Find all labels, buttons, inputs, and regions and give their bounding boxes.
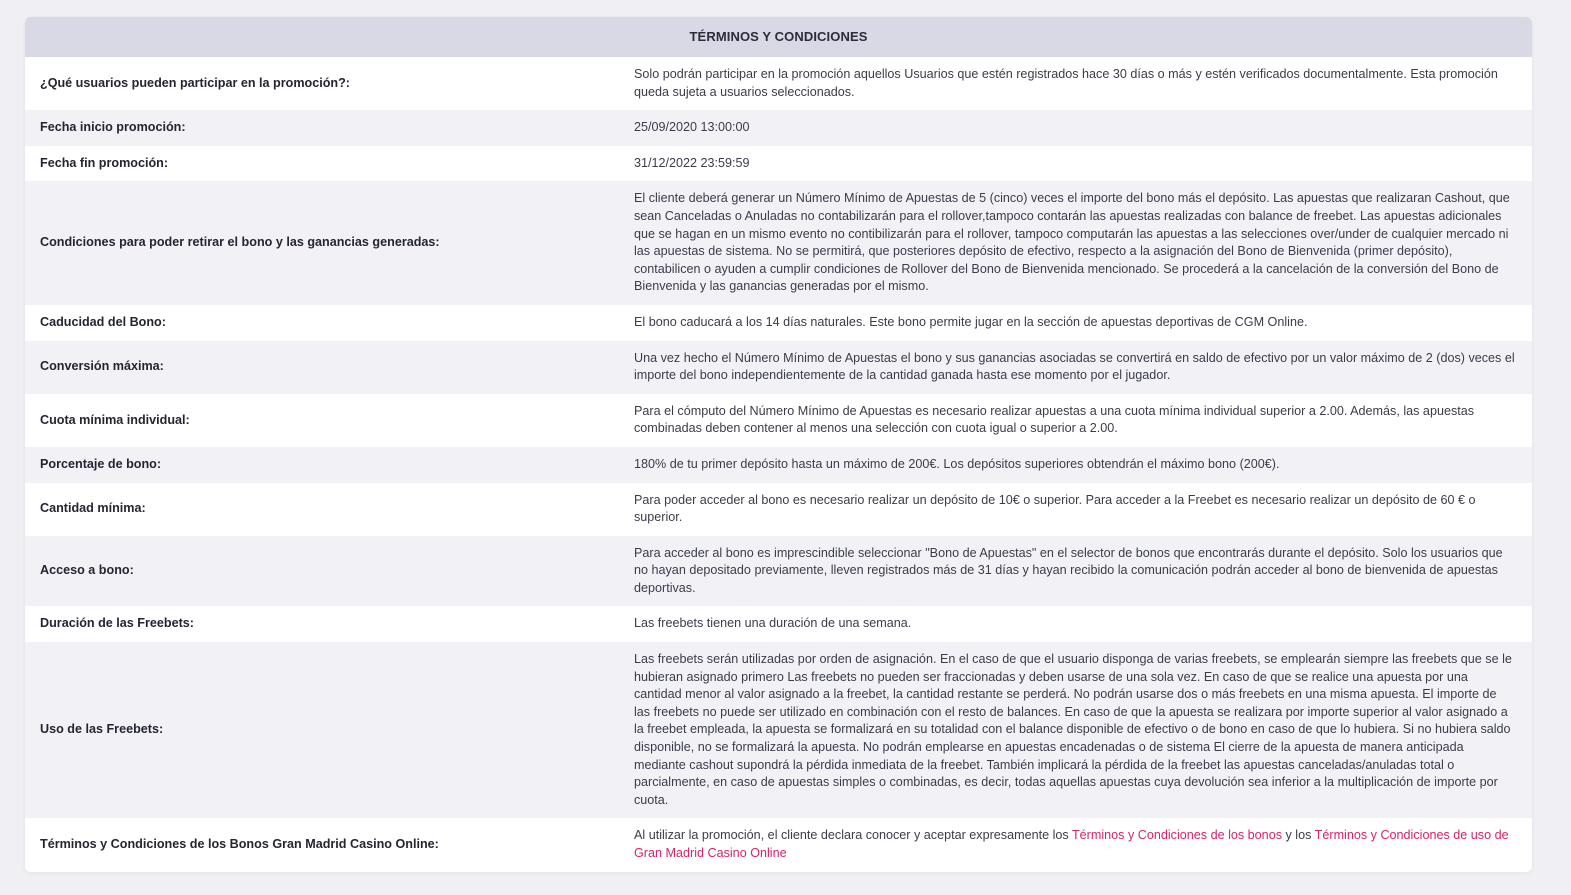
table-row <box>25 110 1532 146</box>
terms-table <box>25 57 1532 872</box>
row-label-min-amount: Cantidad mínima: <box>25 483 618 536</box>
row-label-freebet-duration: Duración de las Freebets: <box>25 606 618 642</box>
table-row <box>25 536 1532 607</box>
row-label-bonus-terms: Términos y Condiciones de los Bonos Gran Madrid Casino Online: <box>25 818 618 871</box>
row-value-start-date: 25/09/2020 13:00:00 <box>618 110 1532 146</box>
table-row <box>25 341 1532 394</box>
row-value-bonus-percentage: 180% de tu primer depósito hasta un máximo de 200€. Los depósitos superiores obtendrán el máximo bono (200€). <box>618 447 1532 483</box>
table-row <box>25 394 1532 447</box>
bonus-terms-text-2: y los <box>1282 828 1315 843</box>
table-row <box>25 642 1532 818</box>
row-label-max-conversion: Conversión máxima: <box>25 341 618 394</box>
row-value-bonus-terms <box>618 818 1532 871</box>
row-label-expiry: Caducidad del Bono: <box>25 305 618 341</box>
row-label-min-odds: Cuota mínima individual: <box>25 394 618 447</box>
row-value-max-conversion: Una vez hecho el Número Mínimo de Apuestas el bono y sus ganancias asociadas se convertirá en saldo de efectivo por un valor máximo de 2 (dos) veces el importe del bono independientemente de la cantidad ganada hasta ese momento por el jugador. <box>618 341 1532 394</box>
table-row <box>25 606 1532 642</box>
row-value-participants: Solo podrán participar en la promoción aquellos Usuarios que estén registrados hace 30 días o más y estén verificados documentalmente. Esta promoción queda sujeta a usuarios seleccionados. <box>618 57 1532 110</box>
bonus-terms-text-1: Al utilizar la promoción, el cliente declara conocer y aceptar expresamente los <box>634 828 1072 843</box>
row-value-withdraw-conditions: El cliente deberá generar un Número Mínimo de Apuestas de 5 (cinco) veces el importe del bono más el depósito. Las apuestas que realizaran Cashout, que sean Canceladas o Anuladas no contabilizarán para el rollover,tampoco contarán las apuestas realizadas con balance de freebet. Las apuestas adicionales que se hagan en un mismo evento no contibilizarán para el rollover, tampoco computarán las apuestas a las selecciones over/under de cualquier mercado ni las apuestas de sistema. No se permitirá, que posteriores depósito de efectivo, respecto a la asignación del Bono de Bienvenida (primer depósito), contabilicen o ayuden a cumplir condiciones de Rollover del Bono de Bienvenida mencionado. Se procederá a la cancelación de la conversión del Bono de Bienvenida y las ganancias generadas por el mismo. <box>618 181 1532 305</box>
row-label-start-date: Fecha inicio promoción: <box>25 110 618 146</box>
table-row <box>25 305 1532 341</box>
casino-terms-link[interactable]: Términos y Condiciones de uso de Gran Madrid Casino Online <box>634 828 1509 860</box>
row-value-freebet-duration: Las freebets tienen una duración de una semana. <box>618 606 1532 642</box>
bonus-terms-link[interactable]: Términos y Condiciones de los bonos <box>1071 828 1282 843</box>
row-value-bonus-access: Para acceder al bono es imprescindible seleccionar "Bono de Apuestas" en el selector de bonos que encontrarás durante el depósito. Solo los usuarios que no hayan depositado previamente, lleven registrados más de 31 días y hayan recibido la comunicación podrán acceder al bono de bienvenida de apuestas deportivas. <box>618 536 1532 607</box>
row-value-min-amount: Para poder acceder al bono es necesario realizar un depósito de 10€ o superior. Para acceder a la Freebet es necesario realizar un depósito de 60 € o superior. <box>618 483 1532 536</box>
table-row <box>25 57 1532 110</box>
table-row <box>25 447 1532 483</box>
table-row <box>25 818 1532 871</box>
table-row <box>25 181 1532 305</box>
row-label-bonus-access: Acceso a bono: <box>25 536 618 607</box>
row-value-freebet-usage: Las freebets serán utilizadas por orden de asignación. En el caso de que el usuario disponga de varias freebets, se emplearán siempre las freebets que se le hubieran asignado primero Las freebets no pueden ser fraccionadas y deben usarse de una sola vez. En caso de que se realice una apuesta por una cantidad menor al valor asignado a la freebet, la cantidad restante se perderá. No podrán usarse dos o más freebets en una misma apuesta. El importe de las freebets no puede ser utilizado en combinación con el resto de balances. En caso de que la apuesta se realizara por importe superior al valor asignado a la freebet empleada, la apuesta se formalizará en su totalidad con el balance disponible de efectivo o de bono en caso de que lo hubiera. Si no hubiera saldo disponible, no se formalizará la apuesta. No podrán emplearse en apuestas encadenadas o de sistema El cierre de la apuesta de manera anticipada mediante cashout supondrá la pérdida inmediata de la freebet. También implicará la pérdida de la freebet las apuestas canceladas/anuladas total o parcialmente, en caso de apuestas simples o combinadas, es decir, todas aquellas apuestas cuya devolución sea inferior a la multiplicación de importe por cuota. <box>618 642 1532 818</box>
table-row <box>25 483 1532 536</box>
row-label-freebet-usage: Uso de las Freebets: <box>25 642 618 818</box>
row-label-end-date: Fecha fin promoción: <box>25 146 618 182</box>
terms-title: TÉRMINOS Y CONDICIONES <box>25 17 1532 57</box>
row-label-bonus-percentage: Porcentaje de bono: <box>25 447 618 483</box>
row-label-withdraw-conditions: Condiciones para poder retirar el bono y las ganancias generadas: <box>25 181 618 305</box>
row-value-expiry: El bono caducará a los 14 días naturales. Este bono permite jugar en la sección de apuestas deportivas de CGM Online. <box>618 305 1532 341</box>
terms-card <box>25 17 1532 872</box>
row-value-end-date: 31/12/2022 23:59:59 <box>618 146 1532 182</box>
row-label-participants: ¿Qué usuarios pueden participar en la promoción?: <box>25 57 618 110</box>
row-value-min-odds: Para el cómputo del Número Mínimo de Apuestas es necesario realizar apuestas a una cuota mínima individual superior a 2.00. Además, las apuestas combinadas deben contener al menos una selección con cuota igual o superior a 2.00. <box>618 394 1532 447</box>
table-row <box>25 146 1532 182</box>
